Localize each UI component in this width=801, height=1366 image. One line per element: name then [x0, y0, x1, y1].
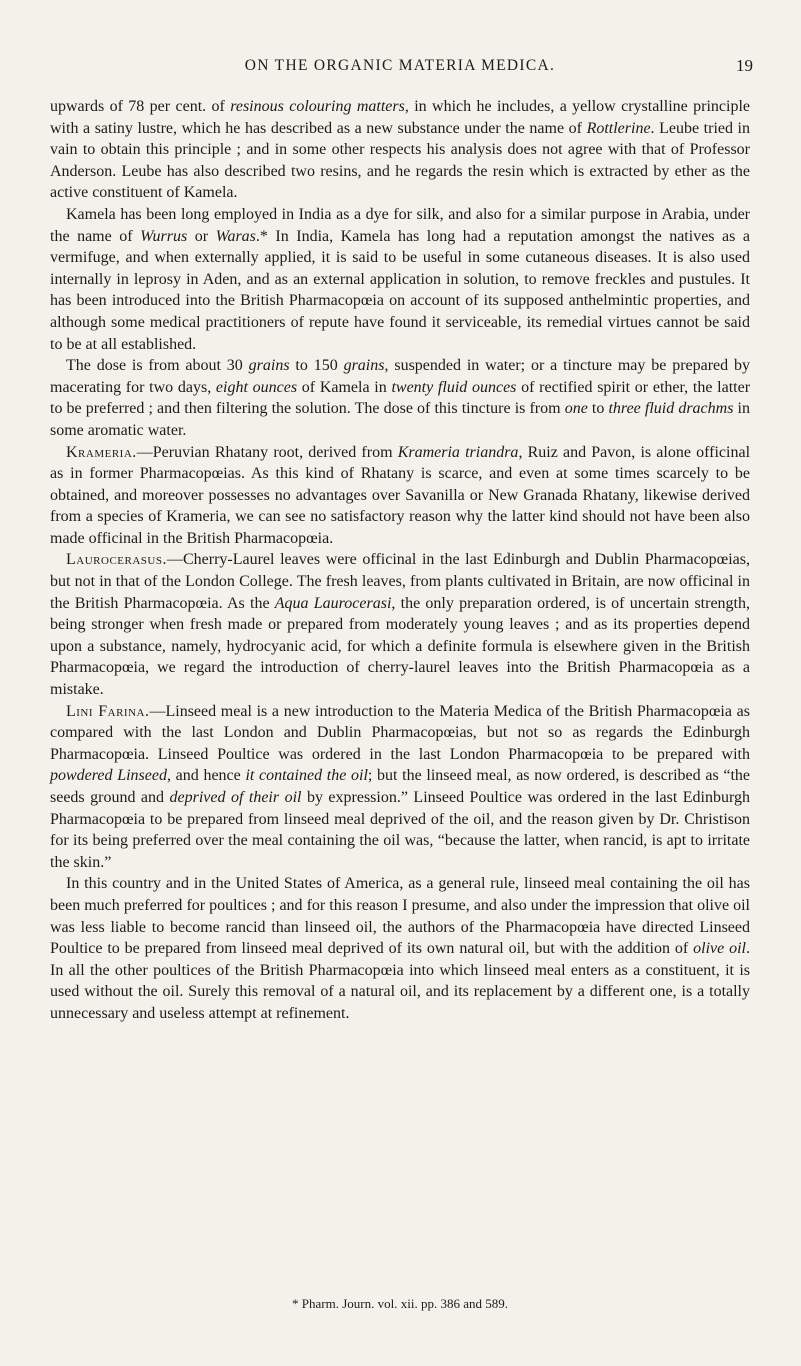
page-number: 19 [736, 56, 753, 75]
paragraph-lini-farina: Lini Farina.—Linseed meal is a new introduction to the Materia Medica of the British Pharmacopœia as compared with the last London and Dublin Pharmacopœias, but not so as regards the Edinburgh Pharmacopœia. Linseed Poultice was ordered in the last London Pharmacopœia to be prepared with powdered Linseed, and hence it contained the oil; but the linseed meal, as now ordered, is described as “the seeds ground and deprived of their oil by expression.” Linseed Poultice was ordered in the last Edinburgh Pharmacopœia to be prepared from linseed meal deprived of the oil, and the reason given by Dr. Christison for its being preferred over the meal containing the oil was, “because the latter, when rancid, is apt to irritate the skin.” [50, 702, 751, 871]
running-header: ON THE ORGANIC MATERIA MEDICA. [244, 57, 556, 74]
body-text [50, 96, 750, 1025]
paragraph-laurocerasus: Laurocerasus.—Cherry-Laurel leaves were officinal in the last Edinburgh and Dublin Pharmacopœias, but not in that of the London College. The fresh leaves, from plants cultivated in Britain, are now officinal in the British Pharmacopœia. As the Aqua Laurocerasi, the only preparation ordered, is of uncertain strength, being stronger when fresh made or prepared from moderately young leaves ; and as its properties depend upon a substance, namely, hydrocyanic acid, for which a definite formula is elsewhere given in the British Pharmacopœia, we regard the introduction of cherry-laurel leaves into the British Pharmacopœia as a mistake. [50, 551, 750, 699]
paragraph-kamela-constituents: upwards of 78 per cent. of resinous colouring matters, in which he includes, a yellow crystalline principle with a satiny lustre, which he has described as a new substance under the name of Rottlerine. Leube tried in vain to obtain this principle ; and in some other respects his analysis does not agree with that of Professor Anderson. Leube has also described two resins, and he regards the resin which is extracted by ether as the active constituent of Kamela. [50, 98, 751, 202]
section-heading-lini-farina: Lini Farina. [66, 702, 150, 720]
paragraph-kamela-uses: Kamela has been long employed in India as a dye for silk, and also for a similar purpose in Arabia, under the name of Wurrus or Waras.* In India, Kamela has long had a reputation amongst the natives as a vermifuge, and when externally applied, it is said to be useful in some cutaneous diseases. It is also used internally in leprosy in Aden, and as an external application in solution, to remove freckles and pustules. It has been introduced into the British Pharmacopœia on account of its supposed anthelmintic properties, and although some medical practitioners of repute have found it serviceable, its remedial virtues cannot be said to be at all established. [50, 205, 751, 353]
footnote: * Pharm. Journ. vol. xii. pp. 386 and 589. [292, 1296, 508, 1311]
paragraph-krameria: Krameria.—Peruvian Rhatany root, derived from Krameria triandra, Ruiz and Pavon, is alone officinal as in former Pharmacopœias. As this kind of Rhatany is scarce, and even at some times scarcely to be obtained, and moreover possesses no advantages over Savanilla or New Granada Rhatany, likewise derived from a species of Krameria, we can see no satisfactory reason why the latter kind should not have been also made officinal in the British Pharmacopœia. [50, 443, 751, 547]
section-heading-laurocerasus: Laurocerasus. [66, 551, 167, 569]
section-heading-krameria: Krameria. [66, 443, 137, 461]
paragraph-linseed-poultice: In this country and in the United States of America, as a general rule, linseed meal containing the oil has been much preferred for poultices ; and for this reason I presume, and also under the impression that olive oil was less liable to become rancid than linseed oil, the authors of the Pharmacopœia have directed Linseed Poultice to be prepared from linseed meal deprived of its own natural oil, but with the addition of olive oil. In all the other poultices of the British Pharmacopœia into which linseed meal enters as a constituent, it is used without the oil. Surely this removal of a natural oil, and its replacement by a different one, is a totally unnecessary and useless attempt at refinement. [50, 875, 751, 1022]
paragraph-kamela-dose: The dose is from about 30 grains to 150 grains, suspended in water; or a tincture may be prepared by macerating for two days, eight ounces of Kamela in twenty fluid ounces of rectified spirit or ether, the latter to be preferred ; and then filtering the solution. The dose of this tincture is from one to three fluid drachms in some aromatic water. [50, 357, 751, 439]
